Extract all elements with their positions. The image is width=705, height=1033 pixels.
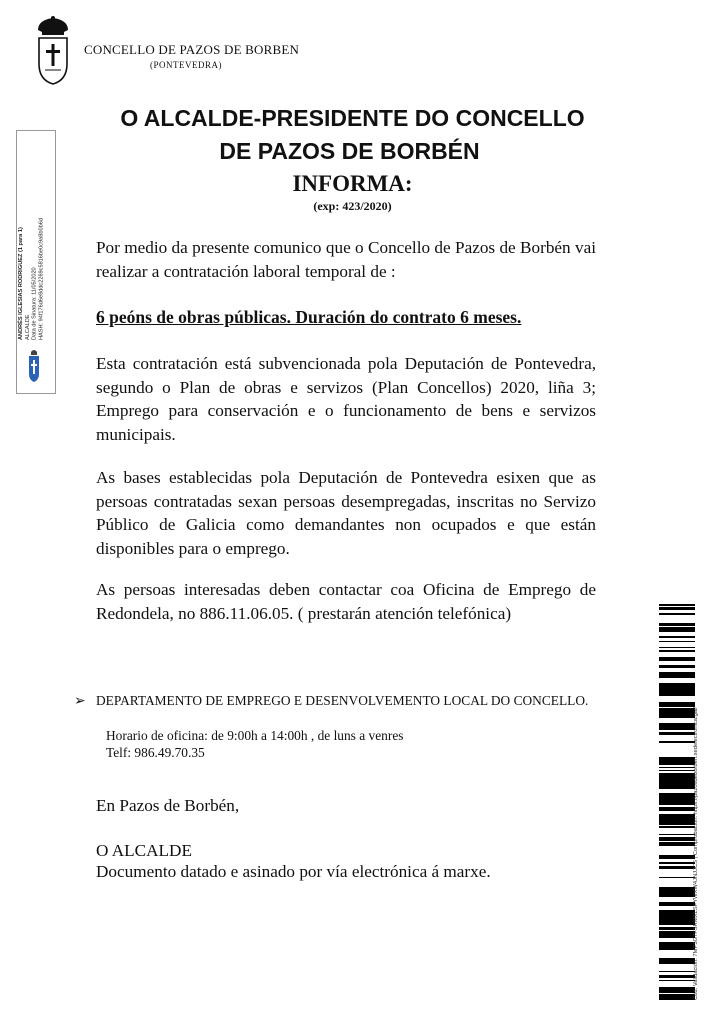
- signer-role: ALCALDE: [24, 314, 31, 340]
- paragraph-subsidy: Esta contratación está subvencionada pola Deputación de Pontevedra, segundo o Plan de obras e servizos (Plan Concellos) 2020, liña 3; Emprego para conservación e o funcionamento de bens e servizos municipais.: [96, 354, 596, 444]
- paragraph-intro: Por medio da presente comunico que o Concello de Pazos de Borbén vai realizar a contratación laboral temporal de :: [96, 238, 596, 281]
- signature-hash: HASH: 94f176d6e8ddc2269c5816be0c9a8b0b6d: [38, 218, 45, 340]
- informa-heading: INFORMA:: [292, 171, 413, 196]
- province-name: (PONTEVEDRA): [150, 60, 222, 70]
- paragraph-requirements: As bases establecidas pola Deputación de Pontevedra esixen que as persoas contratadas sexan persoas desempregadas, inscritas no Servizo Público de Galicia como demandantes non ocupados e que están disponibles para o emprego.: [96, 468, 596, 558]
- paragraph-contact: As persoas interesadas deben contactar coa Oficina de Emprego de Redondela, no 886.11.06.05. ( prestarán atención telefónica): [96, 580, 596, 623]
- council-name: CONCELLO DE PAZOS DE BORBEN: [84, 42, 300, 57]
- signature-stamp: [18, 132, 54, 340]
- closing-place: En Pazos de Borbén,: [96, 796, 240, 815]
- department-name: DEPARTAMENTO DE EMPREGO E DESENVOLVEMENTO LOCAL DO CONCELLO.: [96, 693, 589, 708]
- title-line-1: O ALCALDE-PRESIDENTE DO CONCELLO: [120, 105, 585, 131]
- coat-of-arms-icon: [30, 14, 76, 88]
- title-line-2: DE PAZOS DE BORBÉN: [219, 138, 480, 164]
- validation-code: Cód. Validación: 7MP5G7FSRMXLSFYWXW4JNJJCS | Comprobación: https://pazosdeborben.sedelectronica.gal/: [693, 707, 699, 1000]
- barcode-icon: [659, 604, 695, 1000]
- signature-note: Documento datado e asinado por vía electrónica á marxe.: [96, 862, 491, 881]
- expedient-number: (exp: 423/2020): [313, 199, 392, 213]
- office-hours: Horario de oficina: de 9:00h a 14:00h , de luns a venres: [106, 728, 404, 743]
- signer-title: O ALCALDE: [96, 841, 192, 860]
- pazos-emblem-icon: [26, 346, 42, 384]
- paragraph-positions: 6 peóns de obras públicas. Duración do contrato 6 meses.: [96, 307, 522, 327]
- signature-date: Data de Sinatura: 11/05/2020: [31, 267, 38, 340]
- arrow-bullet-icon: ➢: [74, 694, 86, 709]
- office-phone: Telf: 986.49.70.35: [106, 745, 205, 760]
- signer-name: ANDRÉS IGLESIAS RODRIGUEZ (1 para 1): [18, 227, 24, 340]
